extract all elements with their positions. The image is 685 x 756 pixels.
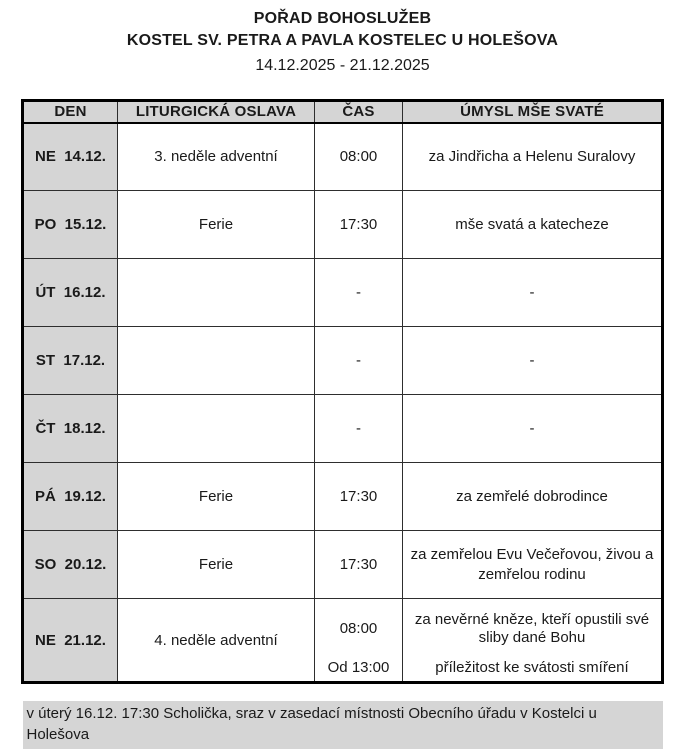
time-cell: - (315, 395, 403, 463)
celebration-cell: Ferie (118, 191, 315, 259)
day-cell: NE 14.12. (23, 123, 118, 191)
celebration-cell (118, 259, 315, 327)
celebration-cell (118, 327, 315, 395)
day-cell: ČT 18.12. (23, 395, 118, 463)
time-cell: 17:30 (315, 191, 403, 259)
time-entries (315, 599, 402, 681)
schedule-table (21, 99, 664, 684)
table-row (23, 531, 663, 599)
column-header-cas: ČAS (315, 101, 403, 123)
intention-cell: za Jindřicha a Helenu Suralovy (403, 123, 663, 191)
intention-cell: mše svatá a katecheze (403, 191, 663, 259)
celebration-cell: Ferie (118, 463, 315, 531)
intention-entries (406, 599, 658, 681)
intention-cell: za zemřelé dobrodince (403, 463, 663, 531)
celebration-cell: 4. neděle adventní (118, 599, 315, 683)
intention-entry: příležitost ke svátosti smíření (435, 658, 629, 676)
day-cell: NE 21.12. (23, 599, 118, 683)
date-range: 14.12.2025 - 21.12.2025 (255, 56, 430, 74)
celebration-cell: Ferie (118, 531, 315, 599)
day-cell: ST 17.12. (23, 327, 118, 395)
title-block (0, 8, 685, 77)
page-subtitle: KOSTEL SV. PETRA A PAVLA KOSTELEC U HOLEŠOVA (126, 32, 559, 50)
table-row (23, 463, 663, 531)
page-title: POŘAD BOHOSLUŽEB (253, 10, 432, 27)
table-header-row (23, 101, 663, 123)
intention-cell: - (403, 395, 663, 463)
intention-cell: - (403, 327, 663, 395)
intention-cell: - (403, 259, 663, 327)
column-header-umysl: ÚMYSL MŠE SVATÉ (403, 101, 663, 123)
day-cell: ÚT 16.12. (23, 259, 118, 327)
intention-entry: za nevěrné kněze, kteří opustili své sliby dané Bohu (414, 610, 650, 647)
day-cell: PÁ 19.12. (23, 463, 118, 531)
intention-cell (403, 599, 663, 683)
time-entry: 08:00 (339, 620, 378, 638)
table-row (23, 259, 663, 327)
intention-cell: za zemřelou Evu Večeřovou, živou a zemřelou rodinu (403, 531, 663, 599)
time-cell: 08:00 (315, 123, 403, 191)
celebration-cell: 3. neděle adventní (118, 123, 315, 191)
time-cell: 17:30 (315, 531, 403, 599)
table-row (23, 327, 663, 395)
column-header-den: DEN (23, 101, 118, 123)
time-entry: Od 13:00 (327, 658, 390, 676)
day-cell: PO 15.12. (23, 191, 118, 259)
time-cell: - (315, 259, 403, 327)
time-cell: - (315, 327, 403, 395)
celebration-cell (118, 395, 315, 463)
table-row (23, 191, 663, 259)
footer-note: v úterý 16.12. 17:30 Scholička, sraz v zasedací místnosti Obecního úřadu v Kostelci u Holešova (23, 701, 663, 749)
table-row (23, 395, 663, 463)
day-cell: SO 20.12. (23, 531, 118, 599)
table-row (23, 599, 663, 683)
time-cell: 17:30 (315, 463, 403, 531)
table-row (23, 123, 663, 191)
time-cell (315, 599, 403, 683)
column-header-oslava: LITURGICKÁ OSLAVA (118, 101, 315, 123)
